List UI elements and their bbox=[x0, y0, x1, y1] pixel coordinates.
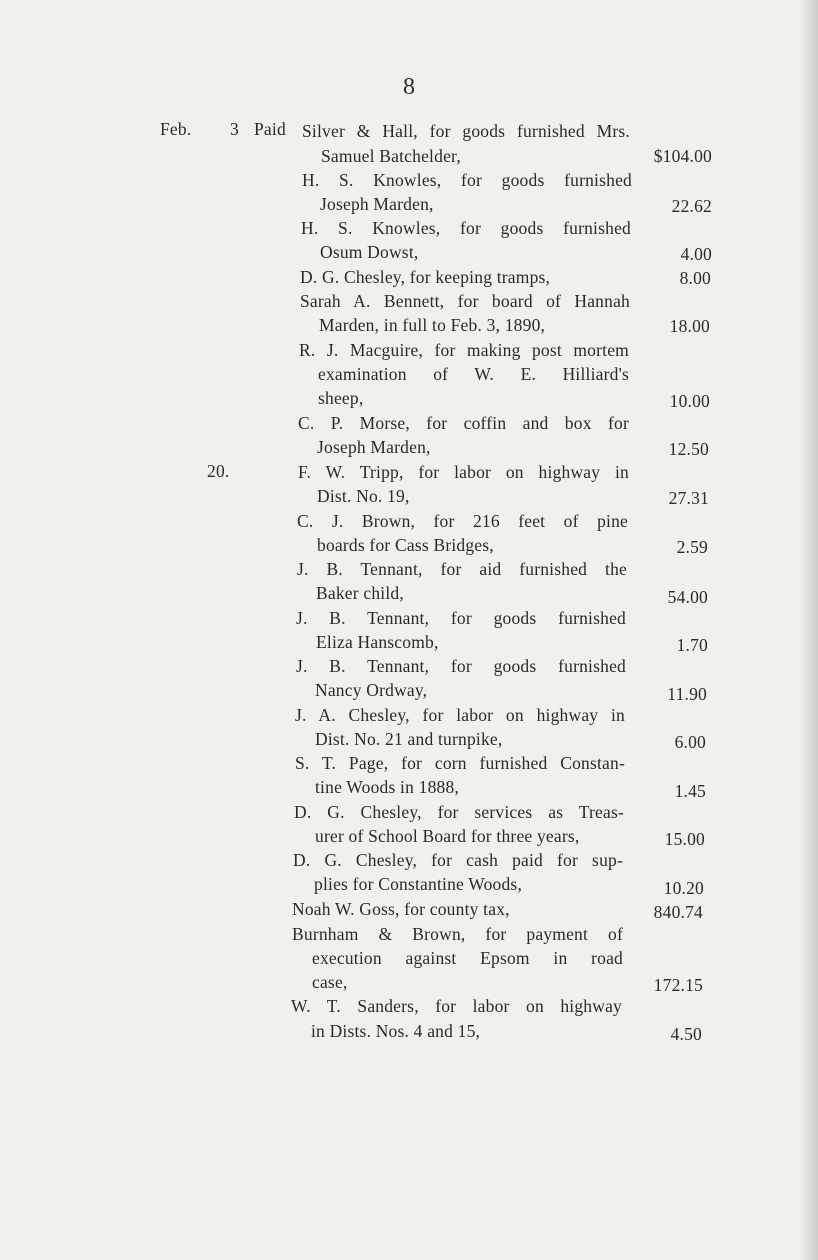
entry-amount: $104.00 bbox=[653, 146, 712, 166]
entry-line: Osum Dowst, bbox=[320, 242, 419, 262]
entry-line: Marden, in full to Feb. 3, 1890, bbox=[319, 315, 546, 335]
entry-line: H. S. Knowles, for goods furnished bbox=[301, 218, 631, 238]
entry-line: S. T. Page, for corn furnished Constan- bbox=[295, 753, 625, 773]
entry-line: C. J. Brown, for 216 feet of pine bbox=[297, 511, 628, 531]
entry-line: case, bbox=[312, 972, 348, 992]
date-label: 3 bbox=[230, 119, 239, 139]
entry-line: D. G. Chesley, for cash paid for sup- bbox=[293, 850, 623, 870]
entry-amount: 4.00 bbox=[680, 244, 712, 264]
month-label: Feb. bbox=[160, 119, 192, 139]
entry-line: Joseph Marden, bbox=[317, 437, 431, 457]
entry-line: sheep, bbox=[318, 388, 364, 408]
entry-line: Dist. No. 21 and turnpike, bbox=[315, 729, 503, 749]
entry-amount: 1.70 bbox=[676, 635, 708, 655]
paid-label: Paid bbox=[254, 119, 286, 139]
page-edge-shadow bbox=[800, 0, 818, 1260]
entry-line: J. B. Tennant, for goods furnished bbox=[296, 656, 626, 676]
date-label: 20. bbox=[207, 461, 230, 481]
entry-line: C. P. Morse, for coffin and box for bbox=[298, 413, 629, 433]
entry-amount: 15.00 bbox=[664, 829, 705, 849]
entry-amount: 2.59 bbox=[676, 537, 708, 557]
entry-line: Burnham & Brown, for payment of bbox=[292, 924, 623, 944]
entry-amount: 4.50 bbox=[670, 1024, 702, 1044]
entry-line: Dist. No. 19, bbox=[317, 486, 410, 506]
entry-amount: 12.50 bbox=[668, 439, 709, 459]
entry-line: Samuel Batchelder, bbox=[321, 146, 461, 166]
entry-line: Baker child, bbox=[316, 583, 404, 603]
entry-amount: 18.00 bbox=[669, 316, 710, 336]
entry-amount: 1.45 bbox=[674, 781, 706, 801]
entry-line: Sarah A. Bennett, for board of Hannah bbox=[300, 291, 630, 311]
entry-line: J. B. Tennant, for goods furnished bbox=[296, 608, 626, 628]
entry-line: Silver & Hall, for goods furnished Mrs. bbox=[302, 121, 630, 141]
page-number: 8 bbox=[403, 74, 415, 100]
entry-line: execution against Epsom in road bbox=[312, 948, 623, 968]
entry-amount: 8.00 bbox=[679, 268, 711, 288]
entry-line: H. S. Knowles, for goods furnished bbox=[302, 170, 632, 190]
entry-amount: 172.15 bbox=[653, 975, 703, 995]
entry-line: urer of School Board for three years, bbox=[315, 826, 580, 846]
entry-line: F. W. Tripp, for labor on highway in bbox=[298, 462, 629, 482]
entry-amount: 22.62 bbox=[671, 196, 712, 216]
entry-amount: 10.20 bbox=[663, 878, 704, 898]
entry-amount: 6.00 bbox=[674, 732, 706, 752]
entry-amount: 27.31 bbox=[668, 488, 709, 508]
entry-amount: 10.00 bbox=[669, 391, 710, 411]
entry-line: J. B. Tennant, for aid furnished the bbox=[297, 559, 627, 579]
entry-line: Joseph Marden, bbox=[320, 194, 434, 214]
entry-amount: 840.74 bbox=[653, 902, 703, 922]
entry-line: Nancy Ordway, bbox=[315, 680, 428, 700]
entry-line: D. G. Chesley, for keeping tramps, bbox=[300, 267, 551, 287]
entry-amount: 54.00 bbox=[667, 587, 708, 607]
entry-line: W. T. Sanders, for labor on highway bbox=[291, 996, 622, 1016]
entry-line: plies for Constantine Woods, bbox=[314, 874, 523, 894]
entry-line: boards for Cass Bridges, bbox=[317, 535, 494, 555]
entry-line: Noah W. Goss, for county tax, bbox=[292, 899, 510, 919]
entry-line: examination of W. E. Hilliard's bbox=[318, 364, 629, 384]
entry-line: D. G. Chesley, for services as Treas- bbox=[294, 802, 624, 822]
entry-line: R. J. Macguire, for making post mortem bbox=[299, 340, 629, 360]
entry-amount: 11.90 bbox=[667, 684, 707, 704]
entry-line: J. A. Chesley, for labor on highway in bbox=[295, 705, 625, 725]
entry-line: tine Woods in 1888, bbox=[315, 777, 460, 797]
entry-line: Eliza Hanscomb, bbox=[316, 632, 439, 652]
entry-line: in Dists. Nos. 4 and 15, bbox=[311, 1021, 481, 1041]
